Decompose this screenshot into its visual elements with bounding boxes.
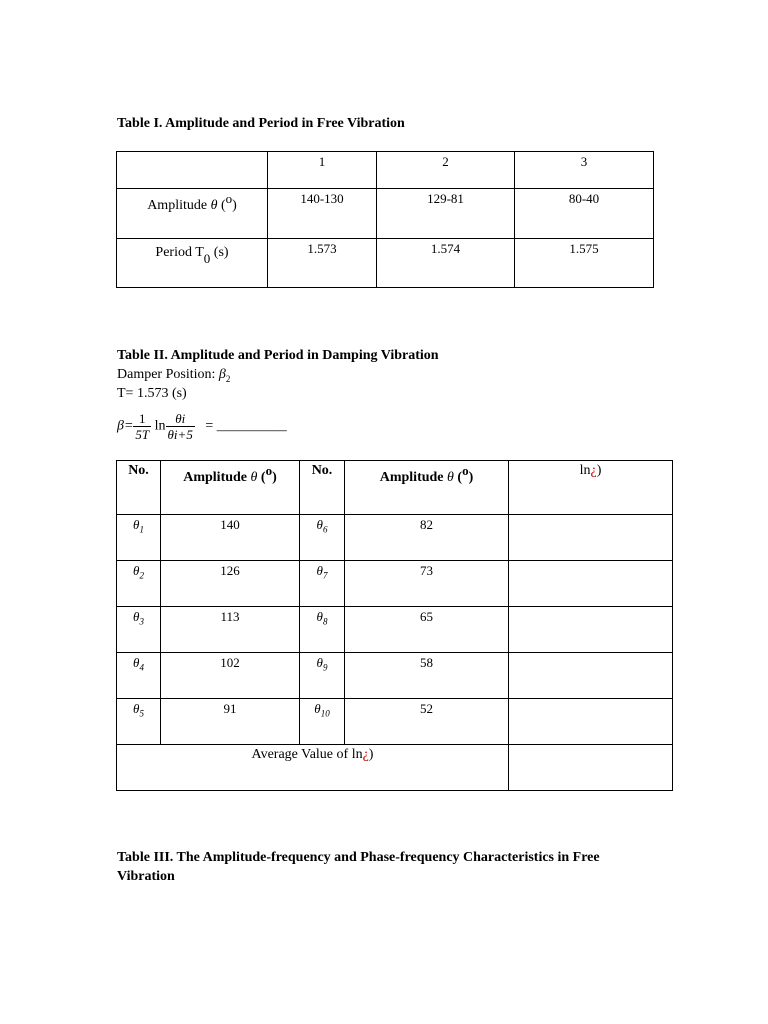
- degree-mark: o: [265, 463, 273, 478]
- period-value: 1.575: [515, 239, 654, 288]
- ln-header: [509, 461, 673, 515]
- ln-cell: [509, 699, 673, 745]
- period-label: Period T: [155, 245, 204, 260]
- table1-col-header: 2: [377, 152, 515, 189]
- fraction-1: [133, 411, 151, 442]
- ln-cell: [509, 515, 673, 561]
- table3-title: [117, 848, 600, 886]
- table1-col-header: 1: [268, 152, 377, 189]
- table2: [116, 460, 673, 791]
- ln-cell: [509, 607, 673, 653]
- beta-subscript: 2: [225, 373, 231, 384]
- theta-index: $\theta_5$: [117, 699, 161, 745]
- theta-symbol: θ: [210, 198, 218, 213]
- theta-index: $\theta_7$: [300, 561, 345, 607]
- amplitude-header-label: Amplitude: [183, 470, 248, 485]
- period-value: 1.574: [377, 239, 515, 288]
- fraction-2: [166, 411, 195, 442]
- theta-index: $\theta_6$: [300, 515, 345, 561]
- theta-index: $\theta_8$: [300, 607, 345, 653]
- average-label: Average Value of: [251, 747, 349, 762]
- table2-header-row: [117, 461, 673, 515]
- amplitude-cell: 140: [161, 515, 300, 561]
- table1-period-row: [117, 239, 654, 288]
- amplitude-cell: 126: [161, 561, 300, 607]
- formula-blank: __________: [216, 418, 287, 434]
- table1: [116, 151, 654, 288]
- table3-title-line2: Vibration: [117, 869, 175, 884]
- no-header: No.: [117, 461, 161, 515]
- table-row: [117, 607, 673, 653]
- unit-close: ): [232, 198, 237, 213]
- table-row: [117, 515, 673, 561]
- ln-close: ): [368, 747, 374, 762]
- ln-cell: [509, 653, 673, 699]
- theta-index: $\theta_9$: [300, 653, 345, 699]
- table-row: [117, 699, 673, 745]
- amplitude-cell: 102: [161, 653, 300, 699]
- amplitude-cell: 113: [161, 607, 300, 653]
- ln-label: ln: [351, 747, 363, 762]
- period-unit: (s): [213, 245, 229, 260]
- amplitude-cell: 82: [345, 515, 509, 561]
- amplitude-cell: 91: [161, 699, 300, 745]
- beta-formula: [117, 411, 287, 442]
- ln-close: ): [596, 463, 602, 478]
- theta-symbol: θ: [250, 470, 258, 485]
- beta-symbol: β: [218, 367, 226, 382]
- period-value: 1.573: [268, 239, 377, 288]
- amplitude-value: 80-40: [515, 189, 654, 239]
- unit-close: ): [468, 470, 474, 485]
- no-header: No.: [300, 461, 345, 515]
- ln-glyph: ¿: [362, 747, 369, 762]
- ln-cell: [509, 561, 673, 607]
- table2-title: Table II. Amplitude and Period in Damping Vibration: [117, 348, 439, 363]
- period-line: T= 1.573 (s): [117, 386, 187, 401]
- ln-glyph: ¿: [590, 463, 597, 478]
- formula-beta: β=: [117, 418, 134, 434]
- table1-amplitude-row: [117, 189, 654, 239]
- amplitude-label-cell: [117, 189, 268, 239]
- theta-index: $\theta_3$: [117, 607, 161, 653]
- theta-index: $\theta_2$: [117, 561, 161, 607]
- period-label-cell: [117, 239, 268, 288]
- amplitude-value: 140-130: [268, 189, 377, 239]
- theta-symbol: θ: [447, 470, 454, 485]
- fraction-2-numerator: θi: [166, 411, 195, 427]
- amplitude-value: 129-81: [377, 189, 515, 239]
- average-row: [117, 745, 673, 791]
- unit-open: (: [260, 470, 266, 485]
- table1-header-row: [117, 152, 654, 189]
- degree-mark: o: [462, 463, 469, 478]
- table1-title: Table I. Amplitude and Period in Free Vibration: [117, 116, 405, 131]
- fraction-1-numerator: 1: [133, 411, 151, 427]
- table3-title-line1: Table III. The Amplitude-frequency and Phase-frequency Characteristics in Free: [117, 850, 600, 865]
- average-label-cell: [117, 745, 509, 791]
- amplitude-header-label: Amplitude: [379, 470, 444, 485]
- table1-col-header: 3: [515, 152, 654, 189]
- unit-open: (: [457, 470, 463, 485]
- damper-label: Damper Position:: [117, 367, 216, 382]
- amplitude-cell: 65: [345, 607, 509, 653]
- table-row: [117, 561, 673, 607]
- average-value-cell: [509, 745, 673, 791]
- table1-corner-cell: [117, 152, 268, 189]
- amplitude-label: Amplitude: [147, 198, 208, 213]
- ln-label: ln: [579, 463, 591, 478]
- amplitude-cell: 58: [345, 653, 509, 699]
- formula-equals: =: [205, 418, 214, 434]
- formula-ln: ln: [154, 418, 166, 434]
- theta-index: $\theta_4$: [117, 653, 161, 699]
- table-row: [117, 653, 673, 699]
- unit-open: (: [220, 198, 226, 213]
- theta-index: $\theta_1$: [117, 515, 161, 561]
- amplitude-header: [161, 461, 300, 515]
- fraction-2-denominator: θi+5: [167, 427, 193, 442]
- theta-index: $\theta_{10}$: [300, 699, 345, 745]
- period-subscript: 0: [203, 250, 211, 266]
- unit-close: ): [272, 470, 277, 485]
- amplitude-cell: 52: [345, 699, 509, 745]
- amplitude-cell: 73: [345, 561, 509, 607]
- fraction-1-denominator: 5T: [135, 427, 150, 442]
- degree-mark: o: [225, 191, 233, 206]
- amplitude-header: [345, 461, 509, 515]
